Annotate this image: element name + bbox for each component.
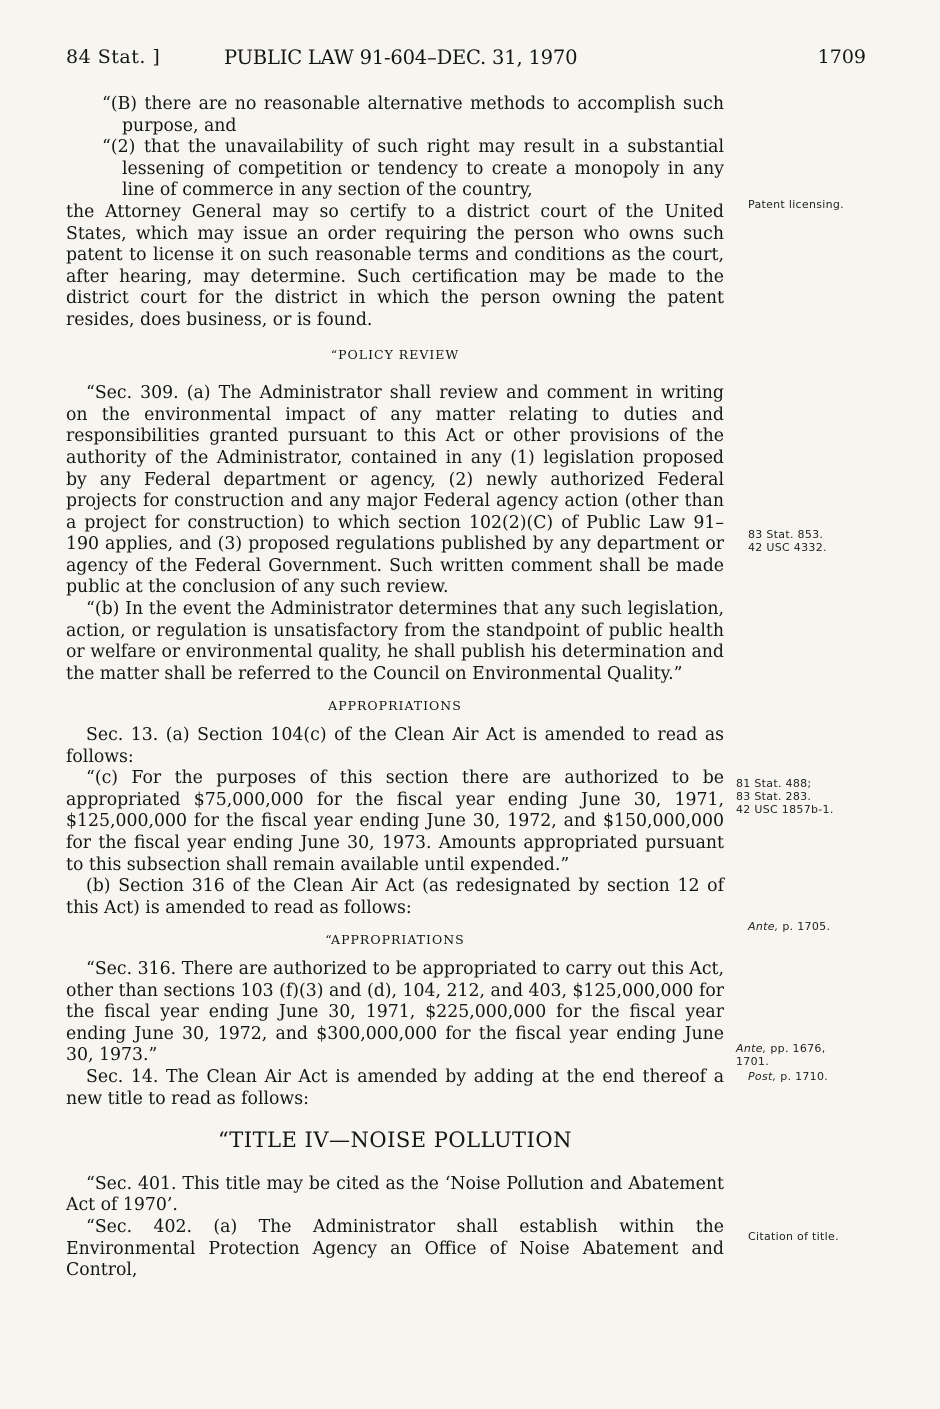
- italic-ref: Ante,: [748, 920, 779, 933]
- paragraph: “Sec. 401. This title may be cited as the ‘Noise Pollution and Abatement Act of 1970’.: [66, 1173, 724, 1216]
- paragraph: the Attorney General may so certify to a district court of the United States, which may issue an order requiring the person who owns such patent to license it on such reasonable terms and conditions as the court, after hearing, may determine. Such certification may be made to the district court for the district in which the person owning the patent resides, does business, or is found.: [66, 201, 724, 330]
- paragraph: “Sec. 309. (a) The Administrator shall review and comment in writing on the environmental impact of any matter relating to duties and responsibilities granted pursuant to this Act or other provisions of the authority of the Administrator, contained in any (1) legislation proposed by any Federal department or agency, (2) newly authorized Federal projects for construction and any major Federal agency action (other than a project for construction) to which section 102(2)(C) of Public Law 91–190 applies, and (3) proposed regulations published by any department or agency of the Federal Government. Such written comment shall be made public at the conclusion of any such review.: [66, 383, 724, 598]
- title-heading: “TITLE IV—NOISE POLLUTION: [218, 1128, 572, 1153]
- section-heading: “APPROPRIATIONS: [325, 932, 465, 948]
- paragraph: Sec. 14. The Clean Air Act is amended by adding at the end thereof a new title to read as follows:: [66, 1066, 724, 1109]
- paragraph: Sec. 13. (a) Section 104(c) of the Clean Air Act is amended to read as follows:: [66, 725, 724, 767]
- paragraph: “(c) For the purposes of this section there are authorized to be appropriated $75,000,000 for the fiscal year ending June 30, 1971, $125,000,000 for the fiscal year ending June 30, 1972, and $150,000,000 for the fiscal year ending June 30, 1973. Amounts appropriated pursuant to this subsection shall remain available until expended.”: [66, 768, 724, 875]
- paragraph: “(b) In the event the Administrator determines that any such legislation, action, or regulation is unsatisfactory from the standpoint of public health or welfare or environmental quality, he shall publish his determination and the matter shall be referred to the Council on Environmental Quality.”: [66, 599, 724, 684]
- ref-text: pp. 1676, 1701.: [736, 1042, 826, 1068]
- italic-ref: Post,: [748, 1070, 777, 1083]
- paragraph: (b) Section 316 of the Clean Air Act (as redesignated by section 12 of this Act) is amended to read as follows:: [66, 876, 724, 918]
- section-heading: APPROPRIATIONS: [328, 698, 462, 714]
- stat-reference: 84 Stat. ]: [66, 46, 161, 68]
- paragraph: “(2) that the unavailability of such right may result in a substantial lessening of competition or tendency to create a monopoly in any line of commerce in any section of the country,: [102, 137, 724, 201]
- margin-note-citation-of-title: Citation of title.: [748, 1230, 839, 1243]
- ref-text: p. 1710.: [776, 1070, 829, 1083]
- paragraph: “Sec. 402. (a) The Administrator shall establish within the Environmental Protection Agency an Office of Noise Abatement and Control,: [66, 1216, 724, 1281]
- margin-note-ante-1705: [748, 920, 830, 933]
- ref-text: p. 1705.: [778, 920, 831, 933]
- margin-note-patent-licensing: Patent licensing.: [748, 198, 844, 211]
- paragraph: “(B) there are no reasonable alternative methods to accomplish such purpose, and: [102, 94, 724, 136]
- margin-note-stat-853: 83 Stat. 853. 42 USC 4332.: [748, 528, 827, 554]
- document-body: [66, 94, 724, 1282]
- section-heading: “POLICY REVIEW: [330, 346, 460, 362]
- margin-note-stat-488: 81 Stat. 488; 83 Stat. 283. 42 USC 1857b-1.: [736, 777, 834, 816]
- page-header: [66, 46, 870, 74]
- margin-note-ante-1676: [736, 1042, 826, 1068]
- law-title: PUBLIC LAW 91-604–DEC. 31, 1970: [224, 46, 578, 69]
- page-number: 1709: [817, 46, 866, 68]
- paragraph: “Sec. 316. There are authorized to be appropriated to carry out this Act, other than sections 103 (f)(3) and (d), 104, 212, and 403, $125,000,000 for the fiscal year ending June 30, 1971, $225,000,000 for the fiscal year ending June 30, 1972, and $300,000,000 for the fiscal year ending June 30, 1973.”: [66, 958, 724, 1066]
- margin-note-post-1710: [748, 1070, 828, 1083]
- italic-ref: Ante,: [736, 1042, 767, 1055]
